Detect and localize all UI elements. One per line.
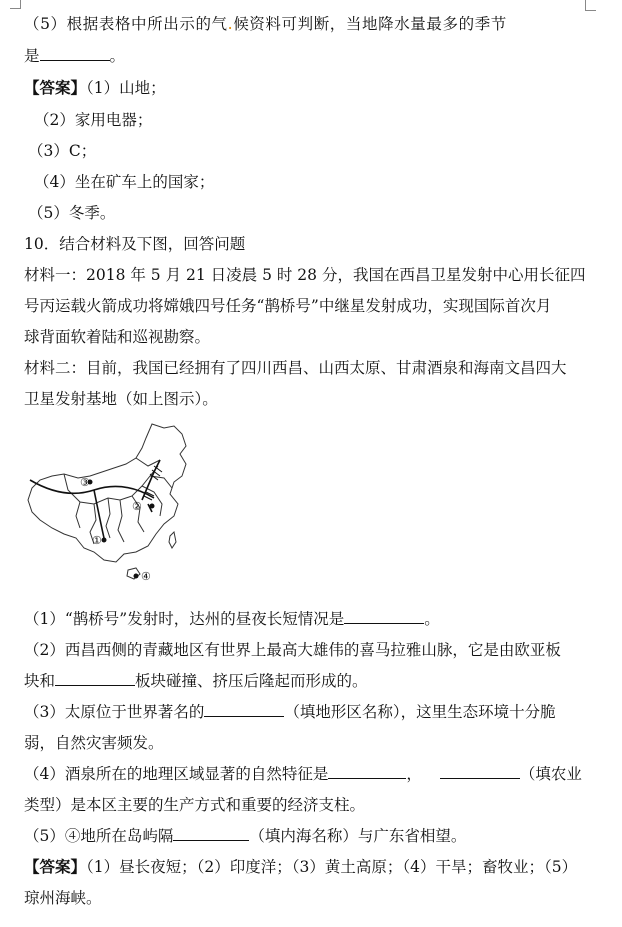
q5-line-2: [24, 46, 614, 66]
answer1-line-1: [24, 78, 614, 98]
page-corner-mark-right: [585, 0, 596, 11]
question5-line: [24, 826, 614, 846]
answer1-item-4: （4）坐在矿车上的国家；: [34, 173, 215, 191]
question2-end: 板块碰撞、挤压后隆起而形成的。: [135, 672, 368, 690]
answer1-item-1: （1）山地；: [86, 79, 166, 97]
map-label-2: ②: [132, 500, 142, 513]
material2-line-1: 材料二：目前，我国已经拥有了四川西昌、山西太原、甘肃酒泉和海南文昌四大: [24, 359, 567, 377]
answer-tag: 【答案】: [24, 857, 87, 876]
q10-title-line: [24, 234, 614, 254]
answer1-item-2: （2）家用电器；: [34, 111, 153, 129]
material1-line-2: 号丙运载火箭成功将嫦娥四号任务“鹊桥号”中继星发射成功，实现国际首次月: [24, 297, 552, 315]
question1-end: 。: [424, 610, 440, 628]
answer-blank[interactable]: [204, 702, 284, 717]
q5-text-a2: 候资料可判断，当地降水量最多的季节: [233, 15, 507, 33]
answer-blank[interactable]: [328, 764, 406, 779]
answer-blank[interactable]: [40, 46, 110, 61]
question3-end: （填地形区名称），这里生态环境十分脆: [284, 703, 556, 721]
question4-mid: ，: [406, 765, 422, 783]
question4-line-1: [24, 764, 614, 784]
material1-line-1: 材料一：2018 年 5 月 21 日凌晨 5 时 28 分，我国在西昌卫星发射中心用长征四: [24, 266, 586, 284]
q10-title: 10．结合材料及下图，回答问题: [24, 235, 246, 253]
map-label-1: ①: [92, 534, 102, 547]
question4-text: （4）酒泉所在的地理区域显著的自然特征是: [24, 765, 329, 783]
q5-line-1: [24, 14, 614, 34]
page-corner-mark-left: [10, 0, 21, 9]
answer2-text-a: （1）昼长夜短；（2）印度洋；（3）黄土高原；（4）干旱；畜牧业；（5）: [86, 858, 578, 876]
answer2-line-2: 琼州海峡。: [24, 889, 102, 907]
question4-line-2: 类型）是本区主要的生产方式和重要的经济支柱。: [24, 796, 366, 814]
china-map-outline: [24, 420, 194, 595]
material2-line-2: 卫星发射基地（如上图示）。: [24, 390, 218, 408]
answer-blank[interactable]: [440, 764, 520, 779]
answer1-item-5: （5）冬季。: [28, 204, 116, 222]
q5-text-a: （5）根据表格中所出示的气: [24, 15, 228, 33]
answer-blank[interactable]: [344, 609, 424, 624]
question2-line-2: [24, 671, 614, 691]
question5-end: （填内海名称）与广东省相望。: [249, 827, 467, 845]
question1-text: （1）“鹊桥号”发射时，达州的昼夜长短情况是: [24, 610, 345, 628]
question3-line-1: [24, 702, 614, 722]
q5-text-b: 是: [24, 47, 40, 65]
answer-blank[interactable]: [55, 671, 135, 686]
china-map-figure: [24, 420, 194, 595]
answer-blank[interactable]: [173, 826, 249, 841]
mark-dot-icon: .: [227, 15, 234, 33]
map-label-3: ③: [80, 476, 90, 489]
question5-text: （5）④地所在岛屿隔: [24, 827, 174, 845]
question4-end: （填农业: [519, 765, 582, 783]
question3-text: （3）太原位于世界著名的: [24, 703, 205, 721]
question1-line: [24, 609, 614, 629]
answer2-line-1: [24, 857, 614, 877]
q5-text-b-end: 。: [109, 47, 126, 65]
question2-text-b: 块和: [24, 672, 56, 690]
map-label-4: ④: [141, 570, 151, 583]
question2-line-1: （2）西昌西侧的青藏地区有世界上最高大雄伟的喜马拉雅山脉，它是由欧亚板: [24, 641, 561, 659]
answer-tag: 【答案】: [24, 78, 87, 97]
answer1-item-3: （3）C；: [28, 142, 97, 160]
question3-line-2: 弱，自然灾害频发。: [24, 734, 164, 752]
material1-line-3: 球背面软着陆和巡视勘察。: [24, 328, 211, 346]
spellcheck-squiggle-icon: [249, 247, 259, 253]
